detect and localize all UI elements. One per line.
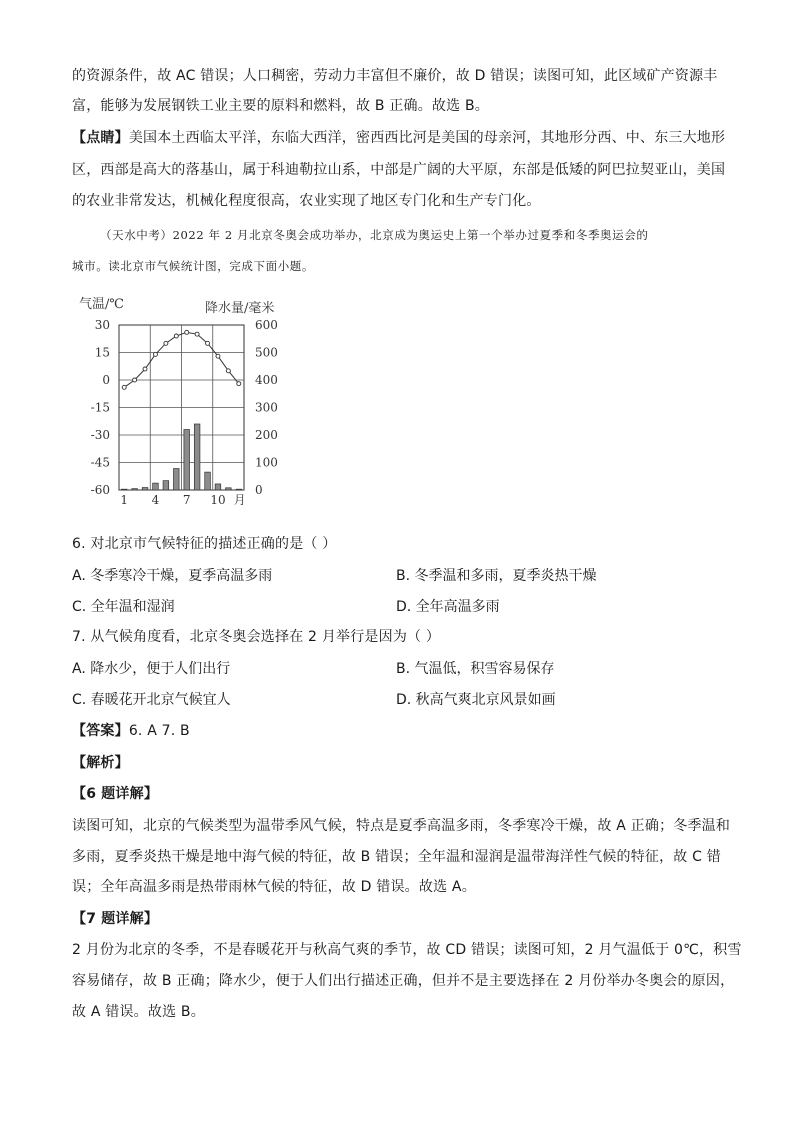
question-7-stem: 7. 从气候角度看，北京冬奥会选择在 2 月举行是因为（ ） (72, 629, 441, 645)
x-tick-label: 1 (120, 493, 129, 507)
precipitation-bar (132, 489, 138, 490)
x-unit-label: 月 (233, 493, 246, 507)
paragraph-line: 富，能够为发展钢铁工业主要的原料和燃料，故 B 正确。故选 B。 (72, 98, 489, 114)
precipitation-bar (173, 469, 179, 490)
climate-chart (74, 292, 324, 517)
answer-line (72, 721, 190, 741)
detail-7-label: 【7 题详解】 (72, 911, 159, 927)
y2-tick-label: 500 (255, 345, 278, 360)
detail-6-line: 多雨，夏季炎热干燥是地中海气候的特征，故 B 错误；全年温和湿润是温带海洋性气候的特征，故 C 错 (72, 849, 721, 865)
q6-option-a[interactable]: A. 冬季寒冷干燥，夏季高温多雨 (72, 568, 273, 584)
precipitation-bar (184, 430, 190, 491)
y2-axis-label: 降水量/毫米 (205, 301, 275, 316)
note-label: 【点睛】 (72, 130, 129, 146)
paragraph-line: 的农业非常发达，机械化程度很高，农业实现了地区专门化和生产专门化。 (72, 193, 541, 209)
x-tick-label: 4 (151, 493, 160, 507)
q7-option-a[interactable]: A. 降水少，便于人们出行 (72, 661, 231, 677)
y1-tick-label: -15 (90, 400, 110, 415)
y2-tick-label: 100 (255, 455, 278, 470)
detail-6-line: 读图可知，北京的气候类型为温带季风气候，特点是夏季高温多雨，冬季寒冷干燥，故 A 正确；冬季温和 (72, 818, 731, 834)
temperature-point (122, 385, 126, 389)
y1-tick-label: 15 (94, 345, 110, 360)
temperature-point (237, 382, 241, 386)
temperature-point (206, 341, 210, 345)
y1-axis-label: 气温/℃ (79, 297, 124, 312)
detail-7-line: 故 A 错误。故选 B。 (72, 1004, 205, 1020)
q7-option-d[interactable]: D. 秋高气爽北京风景如画 (396, 692, 556, 708)
question-6-stem: 6. 对北京市气候特征的描述正确的是（ ） (72, 536, 337, 552)
temperature-point (195, 332, 199, 336)
y1-tick-label: 0 (102, 373, 110, 387)
q7-option-b[interactable]: B. 气温低，积雪容易保存 (396, 661, 555, 677)
temperature-point (133, 378, 137, 382)
precipitation-bar (236, 489, 242, 490)
detail-7-line: 容易储存，故 B 正确；降水少，便于人们出行描述正确，但并不是主要选择在 2 月份举办冬奥会的原因， (72, 973, 735, 989)
precipitation-bar (163, 481, 169, 490)
answer-label: 【答案】 (72, 723, 129, 739)
q7-option-c[interactable]: C. 春暖花开北京气候宜人 (72, 692, 231, 708)
y2-tick-label: 400 (255, 373, 278, 387)
y2-tick-label: 0 (255, 483, 263, 497)
y2-tick-label: 600 (255, 318, 278, 332)
y1-tick-label: -60 (90, 483, 110, 497)
temperature-point (143, 367, 147, 371)
paragraph-line: 区，西部是高大的落基山，属于科迪勒拉山系，中部是广阔的大平原，东部是低矮的阿巴拉契亚山，美国 (72, 162, 726, 178)
detail-7-line: 2 月份为北京的冬季，不是春暖花开与秋高气爽的季节，故 CD 错误；读图可知，2 月气温低于 0℃，积雪 (72, 942, 742, 958)
analysis-label: 【解析】 (72, 755, 129, 771)
precipitation-bar (142, 488, 148, 490)
answer-text: 6. A 7. B (128, 723, 190, 739)
note-paragraph (72, 128, 725, 148)
precipitation-bar (153, 483, 159, 490)
precipitation-bar (121, 489, 127, 490)
y1-tick-label: -30 (90, 428, 110, 442)
paragraph-line: 的资源条件，故 AC 错误；人口稠密，劳动力丰富但不廉价，故 D 错误；读图可知，此区域矿产资源丰 (72, 68, 718, 84)
temperature-point (185, 330, 189, 334)
temperature-point (174, 334, 178, 338)
x-tick-label: 7 (182, 493, 191, 507)
temperature-point (164, 341, 168, 345)
temperature-point (216, 354, 220, 358)
temperature-point (153, 352, 157, 356)
temperature-point (226, 369, 230, 373)
x-tick-label: 10 (210, 493, 226, 507)
note-text: 美国本土西临太平洋，东临大西洋，密西西比河是美国的母亲河，其地形分西、中、东三大地形 (128, 130, 726, 146)
q6-option-b[interactable]: B. 冬季温和多雨，夏季炎热干燥 (396, 568, 597, 584)
climate-chart-svg (74, 292, 324, 517)
y1-tick-label: -45 (90, 455, 110, 470)
question-intro: （天水中考）2022 年 2 月北京冬奥会成功举办，北京成为奥运史上第一个举办过夏季和冬季奥运会的 (100, 228, 649, 242)
detail-6-label: 【6 题详解】 (72, 786, 159, 802)
q6-option-d[interactable]: D. 全年高温多雨 (396, 599, 500, 615)
question-intro: 城市。读北京市气候统计图，完成下面小题。 (72, 259, 314, 273)
q6-option-c[interactable]: C. 全年温和湿润 (72, 599, 175, 615)
precipitation-bar (215, 484, 221, 490)
y2-tick-label: 200 (255, 428, 278, 442)
precipitation-bar (194, 424, 200, 490)
y1-tick-label: 30 (94, 318, 110, 332)
y2-tick-label: 300 (255, 400, 278, 415)
precipitation-bar (226, 488, 232, 490)
precipitation-bar (205, 472, 211, 490)
detail-6-line: 误；全年高温多雨是热带雨林气候的特征，故 D 错误。故选 A。 (72, 879, 476, 895)
